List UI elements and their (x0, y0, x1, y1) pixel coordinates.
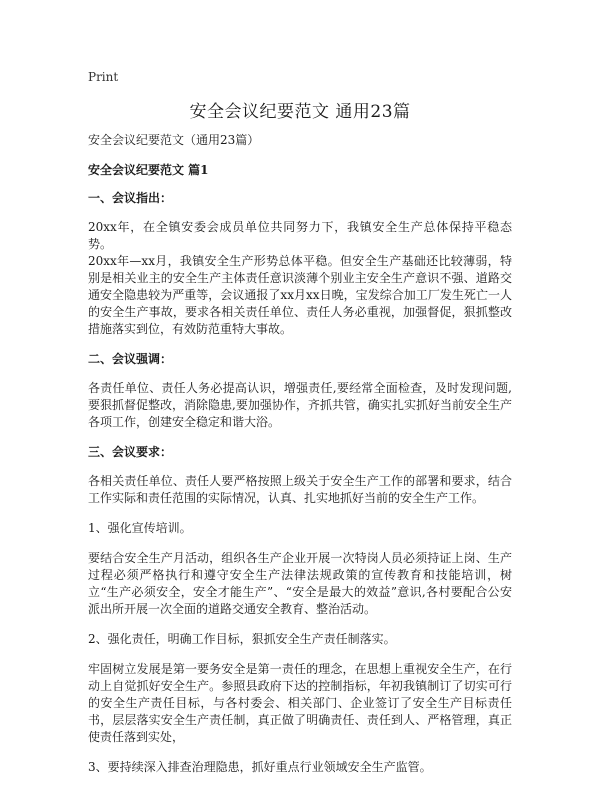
section-heading-3: 三、会议要求： (88, 445, 173, 459)
paragraph: 各责任单位、责任人务必提高认识，增强责任,要经常全面检查，及时发现问题,要狠抓督促整改，消除隐患,要加强协作，齐抓共管，确实扎实抓好当前安全生产各项工作，创建安全稳定和谐大浴。 (88, 381, 512, 429)
paragraph: 20xx年—xx月，我镇安全生产形势总体平稳。但安全生产基础还比较薄弱，特别是相关业主的安全生产主体责任意识淡薄个别业主安全生产意识不强、道路交通安全隐患较为严重等，会议通报了xx月xx日晚，宝发综合加工厂发生死亡一人的安全生产事故，要求各相关责任单位、责任人务必重视，加强督促，狠抓整改措施落实到位，有效防范重特大事故。 (88, 254, 512, 336)
paragraph: 20xx年，在全镇安委会成员单位共同努力下，我镇安全生产总体保持平稳态势。 (88, 220, 512, 251)
paragraph: 各相关责任单位、责任人要严格按照上级关于安全生产工作的部署和要求，结合工作实际和责任范围的实际情况，认真、扎实地抓好当前的安全生产工作。 (88, 474, 512, 505)
document-title: 安全会议纪要范文 通用23篇 (189, 102, 411, 122)
list-item-title: 2、强化责任，明确工作目标，狠抓安全生产责任制落实。 (88, 632, 396, 646)
list-item-title: 1、强化宣传培训。 (88, 521, 192, 535)
document-body (88, 132, 512, 789)
list-item-body: 要结合安全生产月活动，组织各生产企业开展一次特岗人员必须持证上岗、生产过程必须严格执行和遵守安全生产法律法规政策的宣传教育和技能培训，树立“生产必须安全，安全才能生产”、“安全是最大的效益”意识,各村要配合公安派出所开展一次全面的道路交通安全教育、整治活动。 (88, 551, 512, 616)
print-link[interactable]: Print (88, 70, 119, 84)
article-heading: 安全会议纪要范文 篇1 (88, 163, 209, 177)
section-heading-1: 一、会议指出： (88, 191, 173, 205)
list-item-body: 牢固树立发展是第一要务安全是第一责任的理念，在思想上重视安全生产，在行动上自觉抓好安全生产。参照县政府下达的控制指标，年初我镇制订了切实可行的安全生产责任目标，与各村委会、相关部门、企业签订了安全生产目标责任书，层层落实安全生产责任制，真正做了明确责任、责任到人、严格管理，真正使责任落到实处， (88, 662, 512, 744)
document-subtitle: 安全会议纪要范文（通用23篇） (88, 133, 260, 147)
section-heading-2: 二、会议强调： (88, 352, 173, 366)
list-item-title: 3、要持续深入排查治理隐患，抓好重点行业领域安全生产监管。 (88, 760, 432, 774)
